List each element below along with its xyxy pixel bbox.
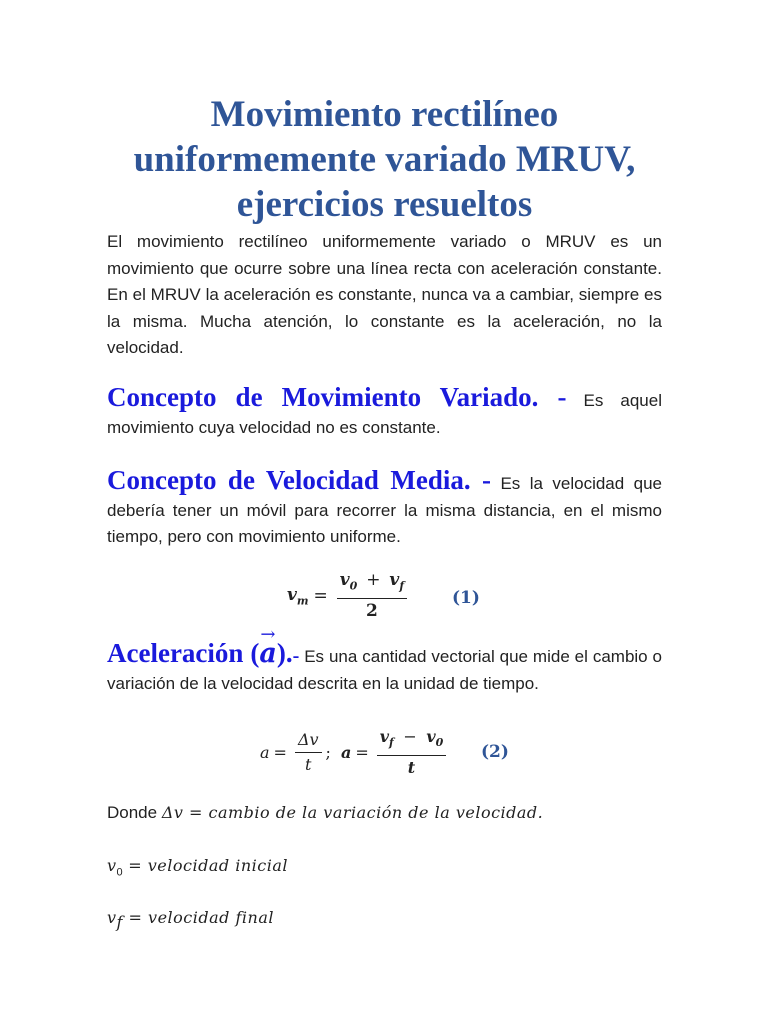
definition-v0: $v_0$ = velocidad inicial — [107, 856, 288, 879]
intro-paragraph: El movimiento rectilíneo uniformemente variado o MRUV es un movimiento que ocurre sobre una línea recta con aceleración constante. En el MRUV la aceleración es constante, nunca va a cambiar, siempre es la misma. Mucha atención, lo constante es la aceleración, no la velocidad. — [107, 232, 662, 357]
eq2-fraction-1 — [295, 730, 322, 775]
title-line-3: ejercicios resueltos — [236, 184, 533, 225]
eq2-equals-2: = — [355, 743, 369, 763]
document-title — [107, 92, 662, 227]
eq1-numerator: $v_0 + v_f$ — [337, 570, 407, 599]
section-velocidad-media — [107, 467, 662, 551]
title-line-2: uniformemente variado MRUV, — [133, 139, 636, 180]
eq2-fraction-2 — [377, 727, 447, 778]
heading-velocidad-media: Concepto de Velocidad Media. - — [107, 465, 492, 495]
eq1-denominator: 2 — [365, 601, 378, 622]
heading-aceleracion: Aceleración (→ a).- — [107, 638, 299, 668]
section-aceleracion — [107, 640, 662, 697]
body-aceleracion: Es una cantidad vectorial que mide el cambio o variación de la velocidad descrita en la unidad de tiempo. — [107, 647, 662, 693]
eq1-fraction — [337, 570, 407, 621]
equation-2 — [260, 727, 450, 778]
eq2-separator: ; — [325, 743, 331, 763]
body-velocidad-media: Es la velocidad que debería tener un móvil para recorrer la misma distancia, en el mismo tiempo, pero con movimiento uniforme. — [107, 474, 662, 546]
eq2-a-bold: a — [340, 743, 352, 763]
definition-vf: $v_f$ = velocidad final — [107, 908, 274, 932]
eq2-equals-1: = — [273, 743, 287, 763]
equation-2-number: (2) — [481, 742, 509, 762]
eq2-a: a — [260, 743, 270, 763]
eq2-denominator-2: t — [407, 758, 416, 778]
eq2-numerator-1: Δv — [295, 730, 322, 753]
equation-1 — [287, 570, 411, 621]
equation-1-number: (1) — [452, 588, 480, 608]
eq2-denominator-1: t — [305, 755, 312, 775]
eq2-numerator-2: $v_f - v_0$ — [377, 727, 447, 756]
heading-movimiento-variado: Concepto de Movimiento Variado. - — [107, 382, 567, 412]
eq1-lhs: $v_m$ — [287, 584, 309, 607]
title-line-1: Movimiento rectilíneo — [210, 94, 559, 135]
eq1-equals: = — [313, 585, 328, 606]
definition-delta-v: Donde Δv = cambio de la variación de la velocidad. — [107, 803, 544, 822]
section-movimiento-variado — [107, 384, 662, 441]
vector-a-symbol: → a — [259, 641, 277, 668]
body-movimiento-variado: Es aquel movimiento cuya velocidad no es constante. — [107, 391, 662, 437]
